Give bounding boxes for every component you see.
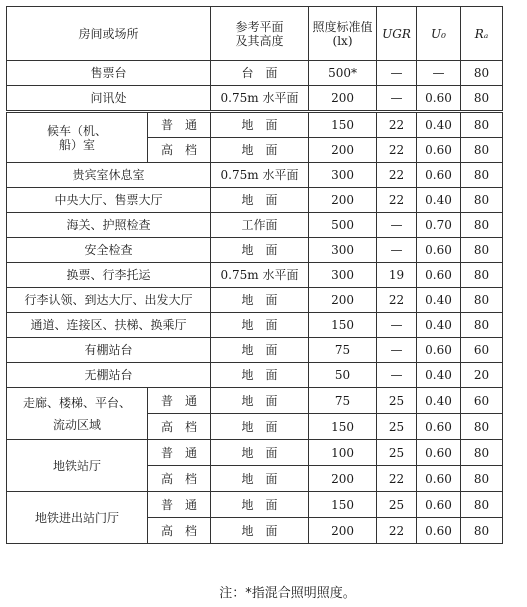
cell-ra: 80 [461, 188, 503, 213]
cell-ugr: 22 [377, 112, 417, 138]
cell-u0: 0.60 [417, 466, 461, 492]
cell-lux: 150 [309, 414, 377, 440]
cell-ra: 80 [461, 138, 503, 163]
cell-ra: 60 [461, 388, 503, 414]
cell-lux: 100 [309, 440, 377, 466]
cell-u0: 0.40 [417, 388, 461, 414]
cell-lux: 50 [309, 363, 377, 388]
cell-grade: 高 档 [148, 138, 211, 163]
header-illuminance: 照度标准值 (lx) [309, 7, 377, 61]
cell-u0: 0.40 [417, 313, 461, 338]
cell-ugr: 19 [377, 263, 417, 288]
cell-lux: 300 [309, 238, 377, 263]
table-row [7, 263, 503, 288]
table-row [7, 363, 503, 388]
cell-room: 贵宾室休息室 [7, 163, 211, 188]
cell-ugr: 25 [377, 440, 417, 466]
cell-grade: 普 通 [148, 388, 211, 414]
cell-ugr: — [377, 86, 417, 112]
cell-room: 中央大厅、售票大厅 [7, 188, 211, 213]
cell-ra: 80 [461, 86, 503, 112]
cell-ugr: — [377, 338, 417, 363]
cell-u0: — [417, 61, 461, 86]
cell-ra: 80 [461, 313, 503, 338]
cell-lux: 75 [309, 388, 377, 414]
cell-plane: 地 面 [211, 238, 309, 263]
cell-u0: 0.40 [417, 188, 461, 213]
cell-lux: 200 [309, 138, 377, 163]
table-row [7, 163, 503, 188]
cell-grade: 普 通 [148, 112, 211, 138]
cell-lux: 200 [309, 466, 377, 492]
cell-ugr: — [377, 238, 417, 263]
cell-ra: 80 [461, 61, 503, 86]
header-reference-plane: 参考平面 及其高度 [211, 7, 309, 61]
cell-plane: 地 面 [211, 414, 309, 440]
header-ugr: UGR [377, 7, 417, 61]
cell-ra: 80 [461, 466, 503, 492]
cell-room: 地铁进出站门厅 [7, 492, 148, 544]
cell-plane: 0.75m 水平面 [211, 86, 309, 112]
cell-u0: 0.60 [417, 492, 461, 518]
cell-lux: 150 [309, 313, 377, 338]
cell-ra: 80 [461, 492, 503, 518]
cell-ugr: — [377, 313, 417, 338]
cell-lux: 150 [309, 492, 377, 518]
cell-room: 有棚站台 [7, 338, 211, 363]
cell-plane: 地 面 [211, 288, 309, 313]
cell-u0: 0.60 [417, 414, 461, 440]
cell-lux: 300 [309, 163, 377, 188]
table-row [7, 313, 503, 338]
cell-ugr: 22 [377, 288, 417, 313]
footnote-text: 注：*指混合照明照度。 [219, 586, 356, 601]
table-row [7, 238, 503, 263]
cell-plane: 地 面 [211, 338, 309, 363]
cell-lux: 300 [309, 263, 377, 288]
cell-room: 行李认领、到达大厅、出发大厅 [7, 288, 211, 313]
cell-room: 走廊、楼梯、平台、 流动区域 [7, 388, 148, 440]
cell-grade: 高 档 [148, 414, 211, 440]
cell-ugr: — [377, 61, 417, 86]
header-ra: Rₐ [461, 7, 503, 61]
cell-ra: 80 [461, 213, 503, 238]
table-row [7, 112, 503, 138]
cell-u0: 0.40 [417, 363, 461, 388]
cell-u0: 0.60 [417, 518, 461, 544]
cell-u0: 0.60 [417, 138, 461, 163]
cell-u0: 0.60 [417, 86, 461, 112]
cell-plane: 地 面 [211, 363, 309, 388]
cell-ra: 80 [461, 112, 503, 138]
cell-grade: 高 档 [148, 518, 211, 544]
cell-plane: 地 面 [211, 138, 309, 163]
cell-plane: 地 面 [211, 313, 309, 338]
cell-lux: 150 [309, 112, 377, 138]
cell-u0: 0.60 [417, 338, 461, 363]
cell-plane: 地 面 [211, 112, 309, 138]
cell-lux: 500* [309, 61, 377, 86]
cell-u0: 0.40 [417, 288, 461, 313]
cell-lux: 200 [309, 86, 377, 112]
cell-plane: 地 面 [211, 440, 309, 466]
cell-plane: 台 面 [211, 61, 309, 86]
cell-ugr: 22 [377, 163, 417, 188]
cell-ra: 80 [461, 440, 503, 466]
cell-u0: 0.70 [417, 213, 461, 238]
cell-ugr: — [377, 363, 417, 388]
table-row [7, 492, 503, 518]
cell-ra: 80 [461, 263, 503, 288]
table-row [7, 440, 503, 466]
cell-lux: 200 [309, 518, 377, 544]
illuminance-standards-table [6, 6, 503, 544]
cell-grade: 高 档 [148, 466, 211, 492]
cell-room: 换票、行李托运 [7, 263, 211, 288]
table-row [7, 388, 503, 414]
cell-ra: 20 [461, 363, 503, 388]
cell-ugr: 25 [377, 388, 417, 414]
cell-u0: 0.40 [417, 112, 461, 138]
cell-lux: 75 [309, 338, 377, 363]
cell-room: 无棚站台 [7, 363, 211, 388]
cell-plane: 地 面 [211, 188, 309, 213]
cell-ra: 60 [461, 338, 503, 363]
cell-plane: 地 面 [211, 466, 309, 492]
cell-plane: 地 面 [211, 388, 309, 414]
table-row [7, 61, 503, 86]
cell-room: 候车（机、 船）室 [7, 112, 148, 163]
table-row [7, 86, 503, 112]
cell-plane: 地 面 [211, 518, 309, 544]
header-u0: U₀ [417, 7, 461, 61]
table-row [7, 338, 503, 363]
cell-ra: 80 [461, 288, 503, 313]
cell-ugr: 22 [377, 518, 417, 544]
cell-ugr: 22 [377, 138, 417, 163]
cell-plane: 工作面 [211, 213, 309, 238]
cell-room: 通道、连接区、扶梯、换乘厅 [7, 313, 211, 338]
cell-ra: 80 [461, 518, 503, 544]
cell-u0: 0.60 [417, 163, 461, 188]
cell-ugr: — [377, 213, 417, 238]
table-header-row [7, 7, 503, 61]
cell-lux: 200 [309, 188, 377, 213]
cell-grade: 普 通 [148, 440, 211, 466]
cell-lux: 200 [309, 288, 377, 313]
cell-plane: 地 面 [211, 492, 309, 518]
cell-ra: 80 [461, 414, 503, 440]
cell-ra: 80 [461, 238, 503, 263]
cell-ra: 80 [461, 163, 503, 188]
cell-lux: 500 [309, 213, 377, 238]
cell-ugr: 22 [377, 466, 417, 492]
cell-room: 售票台 [7, 61, 211, 86]
table-row [7, 213, 503, 238]
cell-u0: 0.60 [417, 440, 461, 466]
cell-grade: 普 通 [148, 492, 211, 518]
cell-ugr: 25 [377, 492, 417, 518]
cell-room: 地铁站厅 [7, 440, 148, 492]
cell-plane: 0.75m 水平面 [211, 263, 309, 288]
table-row [7, 288, 503, 313]
cell-u0: 0.60 [417, 263, 461, 288]
header-room: 房间或场所 [7, 7, 211, 61]
cell-u0: 0.60 [417, 238, 461, 263]
cell-room: 海关、护照检查 [7, 213, 211, 238]
cell-ugr: 25 [377, 414, 417, 440]
cell-plane: 0.75m 水平面 [211, 163, 309, 188]
cell-ugr: 22 [377, 188, 417, 213]
cell-room: 安全检查 [7, 238, 211, 263]
table-row [7, 188, 503, 213]
table-footnote [0, 582, 527, 601]
cell-room: 问讯处 [7, 86, 211, 112]
